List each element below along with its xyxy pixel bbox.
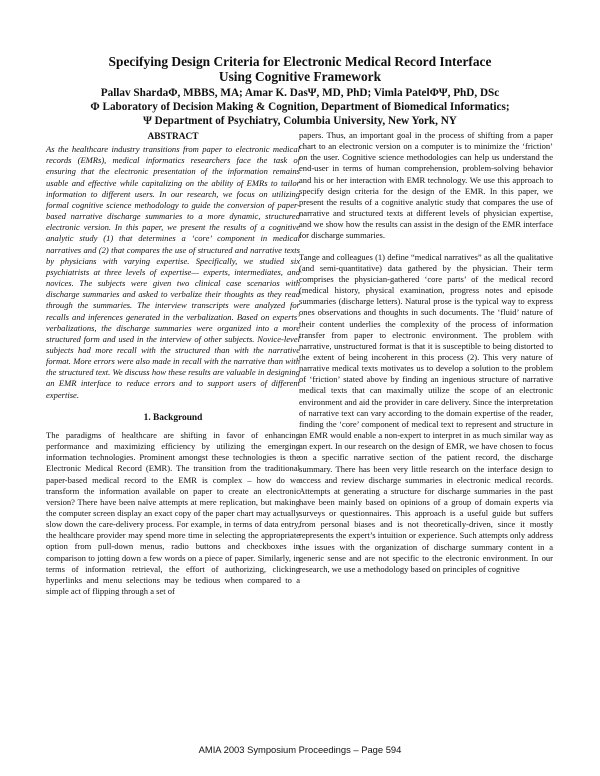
background-paragraph-3: Tange and colleagues (1) define “medical narratives” as all the qualitative (and semi-quantitative) data gathered by the physician. Their term comprises the physician-gathered ‘core parts’ of the medical record (medical history, physical examination, progress notes and episode summaries (discharge letters). Natural prose is the typical way to express ones observations and thoughts in such documents. The ‘fluid’ nature of their content underlies the complexity of the process of information transfer from paper to electronic environment. The problem with narrative, unstructured format is that it is susceptible to being distorted to the extent of being incoherent in this process (2). This very nature of narrative medical texts motivates us to develop a solution to the problem of ‘friction’ stated above by finding an ingenious structure of narrative medical texts that can maximally utilize the scope of an electronic environment and aid the provider in care delivery. Since the interpretation of narrative text can vary according to the domain expertise of the reader, finding the ‘core’ component of medical text to represent and structure in an EMR would enable a non-expert to interpret in as much similar way as an expert. In our research on the design of EMR, we have chosen to focus on a specific narrative section of the patient record, the discharge summary. There has been very little research on the interface design to access and review discharge summaries in electronic medical records. Attempts at generating a structure for discharge summaries in the past have been mainly based on opinions of a group of domain experts via surveys or questionnaires. This approach is a useful guide but suffers from personal biases and is not theoretically-driven, since it mostly represents the expert’s intuition or experience. Such attempts only address the issues with the organization of discharge summary content in a generic sense and are not specific to the electronic environment. In our research, we use a methodology based on principles of cognitive [299,251,553,574]
left-column [46,130,300,597]
author-block [30,86,570,128]
affiliation-1: Φ Laboratory of Decision Making & Cognition, Department of Biomedical Informatics; [90,101,510,113]
paper-title [60,54,540,84]
abstract-text: As the healthcare industry transitions from paper to electronic medical records (EMRs), medical informatics researchers face the task of ensuring that the electronic presentation of the information remains usable and effective while capitalizing on the ability of EMRs to tailor information to different users. In our research, we focus on utilizing formal cognitive science methodology to guide the conversion of paper-based narrative discharge summaries to a more dynamic, structured electronic version. In this paper, we present the results of a cognitive analytic study (1) that determines a ‘core’ component in medical narratives and (2) that compares the use of structured and narrative texts by physicians with varying expertise. Specifically, we studied six psychiatrists at three levels of expertise— experts, intermediates, and novices. The subjects were given two clinical case scenarios with discharge summaries and asked to verbalize their thoughts as they read through the summaries. The interview transcripts were analyzed for recalls and inferences generated in the verbalization. Based on experts’ verbalizations, the discharge summaries were organized into a more structured form and used in the interview of other subjects. Novice-level subjects had more recall with the structured than with the narrative format. More errors were also made in recall with the narrative than with the structured text. We discuss how these results are valuable in designing an EMR interface to reduce errors and to support users of different expertise. [46,144,300,400]
background-paragraph-1: The paradigms of healthcare are shifting in favor of enhancing performance and maximizing efficiency by utilizing the emerging information technologies. Prominent amongst these technologies is the Electronic Medical Record (EMR). The transition from the traditional paper-based medical record to the EMR is complex – how do we transform the information available on paper to create an electronic version? There have been naïve attempts at mere replication, but making the computer screen display an exact copy of the paper chart may actually slow down the care-delivery process. For example, in terms of data entry, the healthcare provider may spend more time in selecting the appropriate option from pull-down menus, radio buttons and checkboxes in comparison to jotting down a few words on a piece of paper. Similarly, in terms of information retrieval, the effort of authorizing, clicking hyperlinks and menu selections may be tedious when compared to a simple act of flipping through a set of [46,429,300,597]
title-line-2: Using Cognitive Framework [218,69,382,84]
affiliation-2: Ψ Department of Psychiatry, Columbia University, New York, NY [143,115,457,127]
author-names: Pallav ShardaΦ, MBBS, MA; Amar K. DasΨ, MD, PhD; Vimla PatelΦΨ, PhD, DSc [100,87,500,99]
right-column [299,130,553,575]
page-footer: AMIA 2003 Symposium Proceedings – Page 594 [198,744,402,755]
background-heading: 1. Background [143,412,203,423]
title-line-1: Specifying Design Criteria for Electronic Medical Record Interface [108,54,492,69]
abstract-heading: ABSTRACT [147,132,199,142]
background-paragraph-2: papers. Thus, an important goal in the process of shifting from a paper chart to an electronic version on a computer is to minimize the ‘friction’ on the user. Cognitive science methodologies can help us understand the end-user in terms of human comprehension, problem-solving behavior and his or her interaction with EMR technology. We use this approach to specify design criteria for the design of the EMR. In this paper, we present the results of a cognitive analytic study that compares the use of narrative and structured texts at different levels of physician expertise, and we show how the results can assist in the design of the EMR interface for discharge summaries. [299,130,553,241]
